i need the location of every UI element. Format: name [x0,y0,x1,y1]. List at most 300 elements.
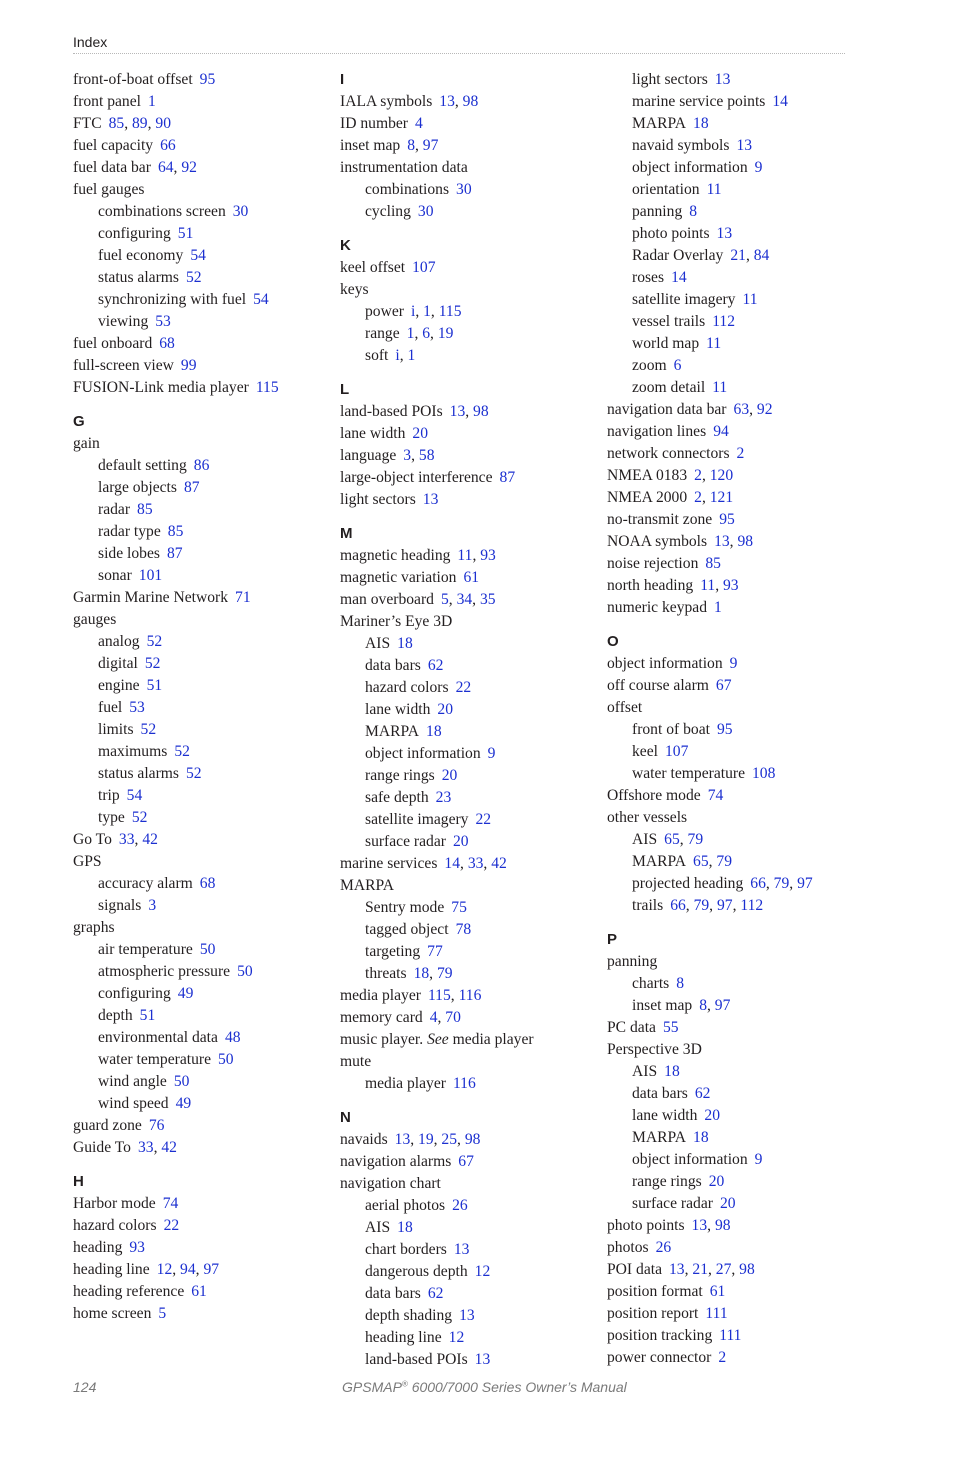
index-term: surface radar [632,1195,713,1212]
index-term: safe depth [365,789,429,806]
page-link[interactable]: 11 [706,335,722,352]
index-entry [607,1017,862,1039]
index-term: guard zone [73,1117,142,1134]
page-link[interactable]: 71 [235,589,251,606]
page-link[interactable]: 74 [707,787,724,804]
page-link[interactable]: 26 [452,1197,468,1214]
page-link[interactable]: 9 [754,1151,763,1168]
page-link[interactable]: 14 [671,269,687,286]
page-link[interactable]: 67 [458,1153,474,1170]
page-link[interactable]: 2 [718,1349,727,1366]
page-link[interactable]: 116 [452,1075,476,1092]
page-link[interactable]: 34 [456,591,473,608]
page-link[interactable]: 52 [146,633,163,650]
index-term: depth shading [365,1307,453,1324]
page-link[interactable]: 93 [129,1239,145,1256]
page-link[interactable]: 27 [715,1261,732,1278]
page-link[interactable]: 86 [193,457,210,474]
index-term: data bars [365,657,421,674]
index-entry [607,421,862,443]
page-references [167,545,183,562]
page-link[interactable]: 97 [422,137,439,154]
page-link[interactable]: 2 [694,467,702,484]
page-link[interactable]: i [395,347,400,364]
index-entry [73,377,328,399]
index-entry [607,951,862,973]
index-entry [73,1281,328,1303]
page-link[interactable]: 20 [704,1107,720,1124]
page-link[interactable]: 61 [709,1283,726,1300]
page-link[interactable]: 9 [754,159,763,176]
page-link[interactable]: 97 [797,875,813,892]
page-link[interactable]: 20 [437,701,453,718]
page-link[interactable]: 112 [712,313,735,330]
index-term: satellite imagery [632,291,736,308]
page-link[interactable]: 22 [455,679,472,696]
page-link[interactable]: 108 [752,765,776,782]
page-references [412,425,428,442]
index-entry [73,135,328,157]
page-link[interactable]: 79 [773,875,790,892]
page-link[interactable]: 65 [664,831,680,848]
page-references [706,335,721,352]
page-link[interactable]: 1 [406,325,415,342]
page-link[interactable]: 98 [737,533,754,550]
index-term: Harbor mode [73,1195,156,1212]
index-term: language [340,447,397,464]
page-link[interactable]: 12 [474,1263,491,1280]
page-references [693,1129,709,1146]
page-link[interactable]: 94 [180,1261,196,1278]
page-link[interactable]: 9 [487,745,496,762]
page-references: 115, 116 [427,987,482,1004]
page-link[interactable]: 78 [455,921,472,938]
page-link[interactable]: 13 [422,491,439,508]
page-link[interactable]: i [410,303,416,320]
page-link[interactable]: 92 [181,159,197,176]
page-link[interactable]: 8 [699,997,707,1014]
index-term: status alarms [98,765,179,782]
page-link[interactable]: 68 [199,875,216,892]
page-link[interactable]: 52 [131,809,148,826]
index-term: fuel [98,699,123,716]
page-link[interactable]: 54 [253,291,269,308]
page-link[interactable]: 33 [467,855,484,872]
index-section-letter: I [340,71,345,88]
page-link[interactable]: 53 [155,313,171,330]
page-references [397,635,413,652]
index-term: trails [632,897,664,914]
page-link[interactable]: 99 [180,357,197,374]
page-link[interactable]: 97 [714,997,731,1014]
page-link[interactable]: 111 [719,1327,742,1344]
index-term: north heading [607,577,694,594]
index-term: trip [98,787,120,804]
page-references [436,789,452,806]
page-link[interactable]: 54 [190,247,206,264]
page-link[interactable]: 20 [719,1195,736,1212]
page-link[interactable]: 13 [714,71,731,88]
page-link[interactable]: 42 [142,831,158,848]
page-link[interactable]: 13 [736,137,753,154]
page-link[interactable]: 87 [183,479,200,496]
index-section-letter: P [607,931,618,948]
page-link[interactable]: 1 [714,599,722,616]
page-link[interactable]: 50 [199,941,216,958]
page-link[interactable]: 63 [733,401,750,418]
page-link[interactable]: 1 [147,93,156,110]
page-link[interactable]: 13 [474,1351,491,1368]
index-term: numeric keypad [607,599,708,616]
page-link[interactable]: 61 [191,1283,207,1300]
page-references [736,137,752,154]
page-link[interactable]: 42 [491,855,507,872]
page-references [453,1075,476,1092]
page-link[interactable]: 85 [705,555,721,572]
page-link[interactable]: 77 [427,943,443,960]
page-link[interactable]: 120 [709,467,734,484]
page-link[interactable]: 4 [415,115,423,132]
page-link[interactable]: 95 [716,721,733,738]
page-link[interactable]: 26 [655,1239,672,1256]
page-link[interactable]: 87 [499,469,516,486]
page-link[interactable]: 13 [439,93,455,110]
page-link[interactable]: 23 [435,789,452,806]
index-term: fuel gauges [73,181,145,198]
page-link[interactable]: 33 [137,1139,154,1156]
index-subentry [340,941,595,963]
index-term: media player [365,1075,446,1092]
index-entry [73,917,328,939]
page-link[interactable]: 21 [730,247,746,264]
page-link[interactable]: 8 [689,203,698,220]
page-link[interactable]: 66 [670,897,686,914]
page-link[interactable]: 58 [418,447,435,464]
page-link[interactable]: 90 [155,115,171,132]
page-link[interactable]: 101 [138,567,163,584]
page-link[interactable]: 107 [664,743,689,760]
page-link[interactable]: 20 [452,833,469,850]
page-link[interactable]: 52 [144,655,161,672]
page-link[interactable]: 50 [173,1073,190,1090]
page-link[interactable]: 97 [716,897,733,914]
page-link[interactable]: 19 [418,1131,434,1148]
index-entry [340,1129,595,1151]
page-link[interactable]: 54 [126,787,143,804]
page-link[interactable]: 2 [694,489,702,506]
page-link[interactable]: 52 [185,765,202,782]
page-link[interactable]: 20 [441,767,458,784]
page-link[interactable]: 79 [687,831,704,848]
page-link[interactable]: 74 [162,1195,179,1212]
page-link[interactable]: 3 [403,447,412,464]
page-link[interactable]: 18 [426,723,442,740]
page-link[interactable]: 62 [427,657,444,674]
page-references [426,723,442,740]
index-subentry [73,939,328,961]
page-link[interactable]: 76 [148,1117,165,1134]
page-link[interactable]: 13 [449,403,466,420]
page-references: 3, 58 [403,447,435,464]
page-references [140,1007,156,1024]
index-term: front-of-boat offset [73,71,193,88]
page-link[interactable]: 19 [437,325,454,342]
page-link[interactable]: 18 [413,965,430,982]
page-link[interactable]: 2 [736,445,745,462]
index-entry [73,609,328,631]
index-term: threats [365,965,407,982]
index-entry [340,135,595,157]
page-references: 2, 121 [694,489,734,506]
page-link[interactable]: 33 [118,831,135,848]
page-link[interactable]: 14 [772,93,788,110]
index-term: Perspective 3D [607,1041,702,1058]
page-link[interactable]: 1 [407,347,416,364]
page-link[interactable]: 116 [458,987,482,1004]
page-link[interactable]: 98 [714,1217,731,1234]
page-link[interactable]: 18 [397,1219,413,1236]
page-link[interactable]: 95 [719,511,735,528]
index-term: marine service points [632,93,766,110]
page-link[interactable]: 30 [417,203,434,220]
index-subentry [340,1239,595,1261]
index-subentry [73,697,328,719]
page-link[interactable]: 64 [157,159,174,176]
page-link[interactable]: 6 [673,357,682,374]
index-subentry [73,1027,328,1049]
page-link[interactable]: 85 [137,501,153,518]
page-link[interactable]: 12 [448,1329,465,1346]
page-link[interactable]: 11 [712,379,728,396]
page-references [137,501,153,518]
page-link[interactable]: 79 [436,965,453,982]
index-term: hazard colors [73,1217,157,1234]
page-link[interactable]: 94 [713,423,729,440]
page-link[interactable]: 121 [709,489,734,506]
page-link[interactable]: 8 [676,975,685,992]
page-link[interactable]: 87 [166,545,183,562]
index-term: fuel onboard [73,335,153,352]
page-link[interactable]: 61 [463,569,480,586]
page-link[interactable]: 51 [146,677,163,694]
index-term: range rings [365,767,435,784]
page-link[interactable]: 50 [237,963,253,980]
page-link[interactable]: 8 [407,137,415,154]
page-link[interactable]: 53 [129,699,145,716]
index-term: Guide To [73,1139,131,1156]
page-link[interactable]: 79 [716,853,733,870]
index-term: aerial photos [365,1197,446,1214]
page-link[interactable]: 9 [729,655,738,672]
index-entry [340,257,595,279]
page-link[interactable]: 52 [140,721,157,738]
page-link[interactable]: 1 [423,303,431,320]
page-link[interactable]: 22 [475,811,492,828]
page-link[interactable]: 13 [691,1217,708,1234]
page-link[interactable]: 75 [451,899,467,916]
page-link[interactable]: 13 [714,533,730,550]
index-term: fuel capacity [73,137,154,154]
page-link[interactable]: 18 [397,635,413,652]
page-references [442,767,458,784]
page-references [715,71,731,88]
page-link[interactable]: 85 [167,523,184,540]
page-link[interactable]: 52 [185,269,202,286]
page-link[interactable]: 13 [453,1241,470,1258]
page-link[interactable]: 48 [224,1029,241,1046]
page-link[interactable]: 68 [159,335,175,352]
page-references [459,1307,475,1324]
page-link[interactable]: 30 [232,203,249,220]
index-term: range [365,325,400,342]
page-link[interactable]: 112 [740,897,764,914]
page-link[interactable]: 6 [422,325,431,342]
page-link[interactable]: 98 [462,93,479,110]
page-link[interactable]: 20 [412,425,428,442]
index-subentry [607,355,862,377]
page-link[interactable]: 107 [412,259,436,276]
page-link[interactable]: 5 [440,591,449,608]
page-link[interactable]: 98 [473,403,489,420]
page-link[interactable]: 30 [456,181,472,198]
page-link[interactable]: 67 [715,677,732,694]
page-link[interactable]: 14 [444,855,461,872]
manual-title-suffix: 6000/7000 Series Owner’s Manual [407,1379,627,1395]
page-link[interactable]: 55 [662,1019,679,1036]
index-entry [340,1051,595,1073]
index-subentry [340,1283,595,1305]
page-link[interactable]: 66 [750,875,766,892]
page-link[interactable]: 92 [756,401,773,418]
page-references [712,379,727,396]
page-link[interactable]: 115 [427,987,451,1004]
page-link[interactable]: 35 [479,591,496,608]
page-link[interactable]: 11 [706,181,722,198]
index-term: water temperature [632,765,745,782]
page-link[interactable]: 49 [177,985,194,1002]
page-link[interactable]: 95 [199,71,216,88]
index-subentry [607,201,862,223]
page-link[interactable]: 84 [753,247,770,264]
page-link[interactable]: 13 [669,1261,685,1278]
index-subentry [340,809,595,831]
page-references: 65, 79 [693,853,733,870]
page-references [191,1283,207,1300]
index-subentry [73,1071,328,1093]
page-link[interactable]: 98 [464,1131,481,1148]
index-entry [607,697,862,719]
page-link[interactable]: 18 [693,115,709,132]
index-term: ID number [340,115,408,132]
page-references [218,1051,234,1068]
page-references [129,699,145,716]
page-link[interactable]: 4 [429,1009,438,1026]
page-link[interactable]: 20 [708,1173,725,1190]
page-references: 13, 98 [714,533,754,550]
page-link[interactable]: 111 [705,1305,728,1322]
index-entry [607,807,862,829]
index-entry [340,1173,595,1195]
index-term: navaid symbols [632,137,730,154]
index-term: mute [340,1053,372,1070]
page-link[interactable]: 62 [427,1285,444,1302]
index-column-1 [73,69,328,1325]
page-references: 66, 79, 97, 112 [670,897,764,914]
page-link[interactable]: 115 [255,379,279,396]
page-references [456,181,472,198]
page-link[interactable]: 11 [742,291,758,308]
page-link[interactable]: 12 [156,1261,173,1278]
page-link[interactable]: 93 [723,577,739,594]
page-link[interactable]: 51 [177,225,194,242]
page-references [458,1153,474,1170]
page-link[interactable]: 70 [445,1009,461,1026]
page-link[interactable]: 18 [693,1129,709,1146]
page-link[interactable]: 49 [175,1095,192,1112]
index-subentry [73,807,328,829]
page-link[interactable]: 89 [132,115,148,132]
page-references [742,291,757,308]
page-link[interactable]: 97 [203,1261,220,1278]
index-term: heading line [73,1261,150,1278]
index-term: MARPA [365,723,420,740]
page-references [718,1349,726,1366]
page-link[interactable]: 115 [438,303,462,320]
index-term: default setting [98,457,187,474]
index-term: FTC [73,115,102,132]
page-link[interactable]: 22 [163,1217,180,1234]
index-term: zoom detail [632,379,706,396]
page-number: 124 [73,1379,97,1395]
index-term: inset map [340,137,401,154]
index-entry [73,433,328,455]
page-link[interactable]: 62 [694,1085,711,1102]
index-term: light sectors [340,491,416,508]
page-references [225,1029,241,1046]
page-link[interactable]: 3 [148,897,157,914]
page-link[interactable]: 25 [441,1131,458,1148]
page-link[interactable]: 5 [158,1305,167,1322]
page-link[interactable]: 11 [700,577,716,594]
page-link[interactable]: 93 [480,547,496,564]
page-link[interactable]: 65 [693,853,709,870]
index-term: full-screen view [73,357,174,374]
page-link[interactable]: 42 [161,1139,177,1156]
page-link[interactable]: 13 [459,1307,475,1324]
index-subentry [607,179,862,201]
index-term: AIS [365,1219,391,1236]
page-link[interactable]: 85 [108,115,125,132]
page-link[interactable]: 18 [664,1063,680,1080]
page-link[interactable]: 66 [160,137,176,154]
page-references [178,225,194,242]
page-references [714,599,722,616]
page-link[interactable]: 13 [716,225,733,242]
page-link[interactable]: 79 [693,897,710,914]
page-link[interactable]: 52 [174,743,190,760]
page-link[interactable]: 98 [739,1261,755,1278]
page-link[interactable]: 50 [218,1051,234,1068]
index-term: FUSION-Link media player [73,379,249,396]
page-link[interactable]: 51 [139,1007,156,1024]
page-link[interactable]: 11 [457,547,473,564]
page-references [145,655,161,672]
index-term: graphs [73,919,115,936]
index-section-letter: H [73,1173,84,1190]
page-link[interactable]: 21 [692,1261,708,1278]
page-link[interactable]: 13 [394,1131,411,1148]
index-term: side lobes [98,545,160,562]
